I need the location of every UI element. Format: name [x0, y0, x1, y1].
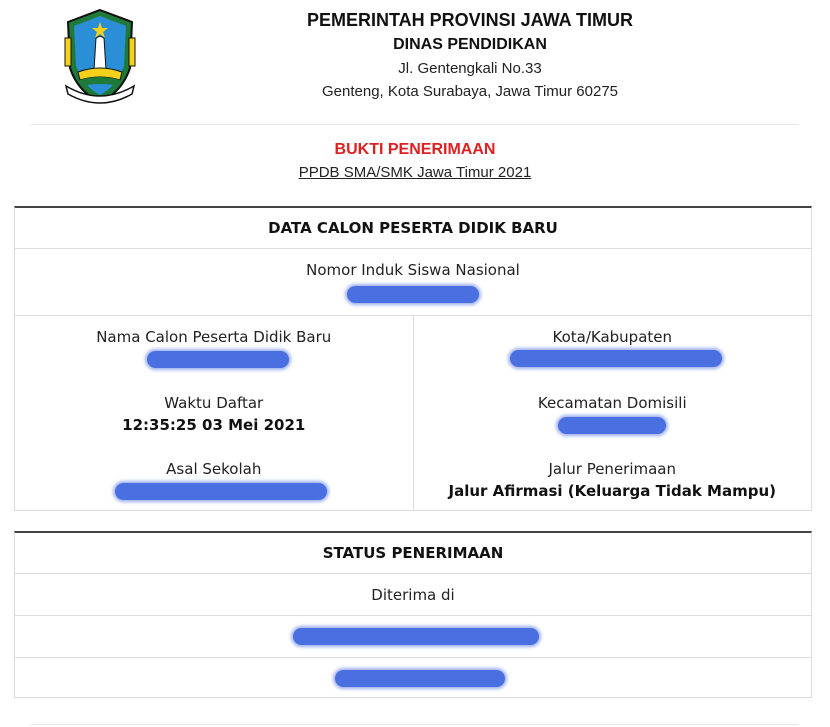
- school-redacted-value: [293, 628, 539, 645]
- details-row: [15, 315, 811, 511]
- diterima-label: Diterima di: [15, 573, 811, 615]
- nisn-label: Nomor Induk Siswa Nasional: [306, 261, 520, 279]
- asal-sekolah-label: Asal Sekolah: [166, 460, 262, 478]
- status-heading: STATUS PENERIMAAN: [322, 544, 504, 562]
- jalur-value: Jalur Afirmasi (Keluarga Tidak Mampu): [448, 482, 776, 500]
- kecamatan-label: Kecamatan Domisili: [537, 394, 687, 412]
- subtitle-text: PPDB SMA/SMK Jawa Timur 2021: [298, 164, 532, 181]
- agency-name: DINAS PENDIDIKAN: [393, 36, 547, 53]
- nama-redacted-value: [147, 351, 289, 368]
- details-right-column: [414, 316, 812, 511]
- asal-sekolah-redacted-value: [115, 483, 327, 500]
- nisn-redacted-value: [347, 286, 479, 303]
- document-subtitle: [0, 164, 830, 181]
- details-left-column: [15, 316, 414, 511]
- kota-label: Kota/Kabupaten: [552, 328, 673, 346]
- school-row: [15, 615, 811, 657]
- program-row: [15, 657, 811, 698]
- east-java-coat-of-arms-icon: [62, 8, 138, 106]
- address-street: Jl. Gentengkali No.33: [398, 60, 542, 77]
- student-data-table: [14, 206, 812, 511]
- table-heading: DATA CALON PESERTA DIDIK BARU: [268, 219, 558, 237]
- program-redacted-value: [335, 670, 505, 687]
- nama-label: Nama Calon Peserta Didik Baru: [96, 328, 332, 346]
- footer-divider: [30, 724, 798, 725]
- kota-redacted-value: [510, 350, 722, 367]
- document-title: BUKTI PENERIMAAN: [334, 141, 496, 158]
- admission-status-table: [14, 531, 812, 698]
- header-divider: [30, 124, 798, 125]
- letterhead: [0, 0, 830, 120]
- waktu-value: 12:35:25 03 Mei 2021: [122, 416, 306, 434]
- address-city: Genteng, Kota Surabaya, Jawa Timur 60275: [321, 83, 618, 100]
- government-name: PEMERINTAH PROVINSI JAWA TIMUR: [306, 10, 634, 30]
- kecamatan-redacted-value: [558, 417, 666, 434]
- nisn-row: [15, 248, 811, 315]
- waktu-label: Waktu Daftar: [164, 394, 264, 412]
- jalur-label: Jalur Penerimaan: [548, 460, 677, 478]
- letterhead-text: [250, 8, 690, 103]
